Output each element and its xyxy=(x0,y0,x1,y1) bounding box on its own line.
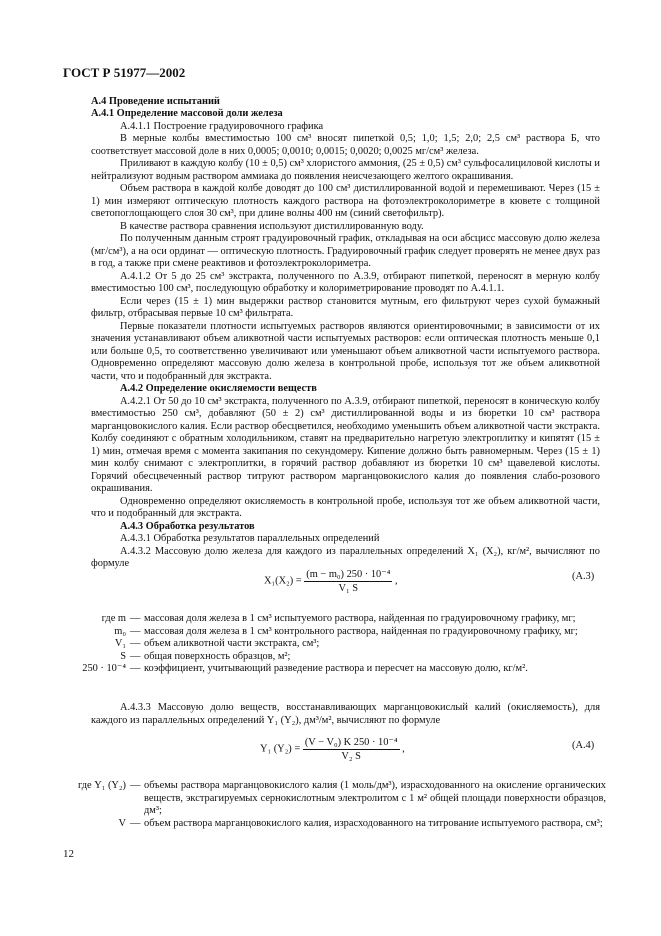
paragraph: А.4.1.1 Построение градуировочного графика xyxy=(120,120,324,132)
paragraph: Если через (15 ± 1) мин выдержки раствор становится мутным, его фильтруют через сухой бумажный фильтр, отбрасывая первые 10 см³ фильтрата. xyxy=(91,295,600,319)
definition-symbol: где m xyxy=(101,613,126,624)
definition-item xyxy=(56,651,606,664)
standard-header: ГОСТ Р 51977—2002 xyxy=(63,65,186,80)
section-a43-title: А.4.3 Обработка результатов xyxy=(120,520,255,532)
definition-text: общая поверхность образцов, м²; xyxy=(144,650,291,662)
definition-symbol: m₀ xyxy=(114,625,126,637)
section-a4-title: А.4 Проведение испытаний xyxy=(91,96,220,107)
definition-item xyxy=(56,780,606,818)
formula-denominator: V₁ S xyxy=(338,583,359,594)
definition-symbol: V xyxy=(118,817,126,829)
formula-lhs: Y₁ (Y₂) = xyxy=(260,743,301,755)
formula-denominator: V₂ S xyxy=(341,751,361,762)
formula-a4 xyxy=(260,736,405,762)
dash: — xyxy=(130,613,141,624)
definition-text: коэффициент, учитывающий разведение раствора и пересчет на массовую долю, кг/м². xyxy=(144,663,528,674)
formula-number-a4: (А.4) xyxy=(572,740,595,751)
definition-item xyxy=(56,818,606,831)
paragraph: В мерные колбы вместимостью 100 см³ вносят пипеткой 0,5; 1,0; 1,5; 2,0; 2,5 см³ раствора Б, что соответствует массовой доле в них 0,0005; 0,0010; 0,0015; 0,0020; 0,0025 мг/см³ железа. xyxy=(91,133,600,157)
definition-symbol: V₁ xyxy=(114,638,126,649)
definitions-list-1 xyxy=(56,613,606,676)
definitions-list-2 xyxy=(56,780,606,830)
definition-symbol: S xyxy=(120,650,126,662)
definition-item xyxy=(56,626,606,639)
paragraph-a433: А.4.3.3 Массовую долю веществ, восстанавливающих марганцовокислый калий (окисляемость), для каждого из параллельных определений Y₁ (Y₂), дм³/м², вычисляют по формуле xyxy=(91,702,600,726)
paragraph: А.4.2.1 От 50 до 10 см³ экстракта, полученного по А.3.9, отбирают пипеткой, переносят в коническую колбу вместимостью 250 см³, добавляют (50 ± 2) см³ дистиллированной воды и из бюретки 10 см³ раствора марганцовокислого калия. Если раствор обесцветился, необходимо уменьшить объем аликвотной части экстракта. Колбу соединяют с обратным холодильником, ставят на предварительно нагретую электроплитку и кипятят (15 ± 1) мин, отмечая время с момента закипания по секундомеру. Кипение должно быть равномерным. Через (15 ± 1) мин колбу снимают с электроплитки, в горячий раствор добавляют из бюретки 10 см³ щавелевой кислоты. Горячий обесцвеченный раствор титруют раствором марганцовокислого калия до появления слабо-розового окрашивания. xyxy=(91,395,600,494)
definition-text: объем аликвотной части экстракта, см³; xyxy=(144,638,320,649)
section-a41-title: А.4.1 Определение массовой доли железа xyxy=(91,108,283,119)
section-a42-title: А.4.2 Определение окисляемости веществ xyxy=(120,383,317,394)
definition-text: массовая доля железа в 1 см³ контрольного раствора, найденная по градуировочному графику, мг; xyxy=(144,625,578,637)
definition-text: объемы раствора марганцовокислого калия (1 моль/дм³), израсходованного на окисление органических веществ, экстрагируемых сернокислотным электролитом с 1 м² общей площади поверхности образцов, дм³; xyxy=(144,780,606,816)
formula-tail: , xyxy=(394,575,398,587)
definition-item xyxy=(56,638,606,651)
paragraph: Одновременно определяют окисляемость в контрольной пробе, используя тот же объем аликвотной части, что и подобранный для экстракта. xyxy=(91,495,600,519)
formula-lhs: X₁(X₂) = xyxy=(264,575,302,587)
formula-fraction xyxy=(304,568,392,594)
dash: — xyxy=(130,638,141,649)
paragraph: А.4.3.1 Обработка результатов параллельных определений xyxy=(120,533,380,544)
paragraph: А.4.3.2 Массовую долю железа для каждого из параллельных определений X₁ (X₂), кг/м², вычисляют по формуле xyxy=(91,545,600,569)
paragraph: По полученным данным строят градуировочный график, откладывая на оси абсцисс массовую долю железа (мг/см³), а на оси ординат — оптическую плотность. Градуировочный график следует проверять не менее двух раз в год, а также при смене реактивов и фотоэлектроколориметра. xyxy=(91,233,600,269)
definition-symbol: 250 · 10⁻⁴ xyxy=(82,663,126,674)
formula-numerator: (V − V₀) K 250 · 10⁻⁴ xyxy=(304,737,398,748)
definition-text: объем раствора марганцовокислого калия, израсходованного на титрование испытуемого раствора, см³; xyxy=(144,817,603,829)
formula-tail: , xyxy=(402,743,405,755)
dash: — xyxy=(130,625,141,637)
dash: — xyxy=(130,650,141,662)
formula-a3 xyxy=(264,568,398,594)
formula-number-a3: (А.3) xyxy=(572,571,595,582)
definition-text: массовая доля железа в 1 см³ испытуемого раствора, найденная по градуировочному графику, мг; xyxy=(144,613,576,624)
formula-numerator: (m − m₀) 250 · 10⁻⁴ xyxy=(306,569,391,580)
dash: — xyxy=(130,817,141,829)
formula-fraction xyxy=(303,736,400,762)
dash: — xyxy=(130,780,141,791)
paragraph: Первые показатели плотности испытуемых растворов являются ориентировочными; в зависимости от их значения устанавливают объем аликвотной части испытуемых растворов: если оптическая плотность меньше 0,1 или больше 0,5, то соответственно увеличивают или уменьшают объем аликвотной части испытуемого раствора. Одновременно определяют массовую долю железа в контрольной пробе, используя тот же объем аликвотной части, что и подобранный для экстракта. xyxy=(91,320,600,382)
paragraph: А.4.1.2 От 5 до 25 см³ экстракта, полученного по А.3.9, отбирают пипеткой, переносят в мерную колбу вместимостью 100 см³, последующую обработку и колориметрирование проводят по А.4.1.1. xyxy=(91,270,600,294)
paragraph: Объем раствора в каждой колбе доводят до 100 см³ дистиллированной водой и перемешивают. Через (15 ± 1) мин измеряют оптическую плотность каждого раствора на фотоэлектроколориметре в кювете с толщиной светопоглощающего слоя 30 см³, при длине волны 400 нм (синий светофильтр). xyxy=(91,183,600,219)
paragraph: Приливают в каждую колбу (10 ± 0,5) см³ хлористого аммония, (25 ± 0,5) см³ сульфосалициловой кислоты и нейтрализуют водным раствором аммиака до появления неисчезающего желтого окрашивания. xyxy=(91,158,600,182)
page-number: 12 xyxy=(63,848,74,860)
dash: — xyxy=(130,663,141,674)
definition-item xyxy=(56,663,606,676)
paragraph: В качестве раствора сравнения используют дистиллированную воду. xyxy=(120,220,424,232)
definition-symbol: где Y₁ (Y₂) xyxy=(77,780,126,791)
section-a41-block xyxy=(91,108,600,571)
definition-item xyxy=(56,613,606,626)
